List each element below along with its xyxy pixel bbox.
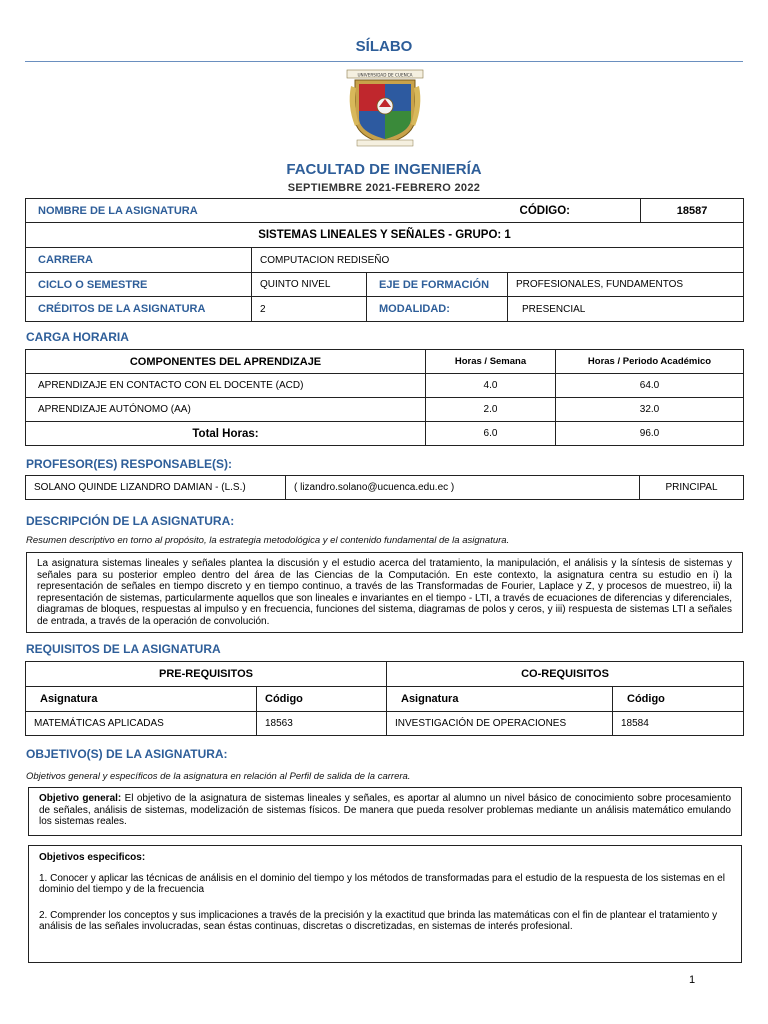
co-subject: INVESTIGACIÓN DE OPERACIONES xyxy=(387,712,613,736)
col-hours-week: Horas / Semana xyxy=(426,350,556,374)
col-hours-period: Horas / Periodo Académico xyxy=(556,350,744,374)
co-code: 18584 xyxy=(613,712,744,736)
workload-week: 4.0 xyxy=(426,374,556,398)
general-objective-text: El objetivo de la asignatura de sistemas lineales y señales, es aportar al alumno un nivel básico de conocimiento sobre procesamiento de señales, análisis de sistemas, modelización de sistemas físicos. De manera que pueda resolver problemas mediante un análisis matemático emulando los sistemas reales. xyxy=(39,793,732,828)
specific-objectives-label: Objetivos especificos: xyxy=(39,852,146,863)
table-row xyxy=(26,712,744,736)
course-name: SISTEMAS LINEALES Y SEÑALES - GRUPO: 1 xyxy=(26,223,744,248)
specific-objectives-box xyxy=(28,845,742,963)
workload-component: APRENDIZAJE AUTÓNOMO (AA) xyxy=(26,398,426,422)
credits-label: CRÉDITOS DE LA ASIGNATURA xyxy=(26,297,252,322)
credits-value: 2 xyxy=(252,297,367,322)
workload-period: 64.0 xyxy=(556,374,744,398)
co-col-code: Código xyxy=(613,687,744,712)
workload-period: 32.0 xyxy=(556,398,744,422)
professor-email: ( lizandro.solano@ucuenca.edu.ec ) xyxy=(286,476,640,500)
requirements-table xyxy=(25,661,744,736)
description-heading: DESCRIPCIÓN DE LA ASIGNATURA: xyxy=(26,514,235,528)
title-divider xyxy=(25,61,743,62)
description-text: La asignatura sistemas lineales y señales plantea la discusión y el estudio acerca del tratamiento, la manipulación, el análisis y la síntesis de sistemas y señales para su posterior empleo dentro del área de las Ciencias de la Computación. En este contexto, la asignatura centra su estudio en i) la representación de señales en tiempo discreto y en tiempo continuo, a través de las Transformadas de Fourier, Laplace y Z, y procesos de muestreo, ii) la representación de sistemas, particularmente aquellos que son lineales e invariantes en el tiempo - LTI, a través de ecuaciones de diferencias y diferenciales, diagramas de bloques, respuestas al impulso y en frecuencia, funciones del sistema, diagramas de polos y ceros, y iii) respuesta de sistemas LTI a señales de entrada, a través de la operación de convolución. xyxy=(37,558,732,627)
objectives-heading: OBJETIVO(S) DE LA ASIGNATURA: xyxy=(26,747,228,761)
workload-table xyxy=(25,349,744,446)
career-value: COMPUTACION REDISEÑO xyxy=(252,248,744,273)
table-row xyxy=(26,398,744,422)
professor-role: PRINCIPAL xyxy=(640,476,744,500)
course-name-label: NOMBRE DE LA ASIGNATURA xyxy=(26,199,508,223)
document-title: SÍLABO xyxy=(355,38,413,55)
course-code: 18587 xyxy=(641,199,744,223)
pre-col-subject: Asignatura xyxy=(26,687,257,712)
professors-heading: PROFESOR(ES) RESPONSABLE(S): xyxy=(26,457,233,471)
list-item: 1. Conocer y aplicar las técnicas de análisis en el dominio del tiempo y los métodos de transformadas para el estudio de la respuesta de los sistemas en el dominio del tiempo y de la frecuencia xyxy=(39,872,725,896)
list-item: 2. Comprender los conceptos y sus implicaciones a través de la precisión y la exactitud que brinda las matemáticas con el fin de plantear el tratamiento y análisis de las señales involucradas, sean éstas continuas, discretas o discretizadas, en sistemas de interés profesional. xyxy=(39,909,718,933)
total-label: Total Horas: xyxy=(26,422,426,446)
course-info-table xyxy=(25,198,744,322)
description-box xyxy=(26,552,743,633)
total-week: 6.0 xyxy=(426,422,556,446)
requirements-heading: REQUISITOS DE LA ASIGNATURA xyxy=(26,642,221,656)
faculty-name: FACULTAD DE INGENIERÍA xyxy=(286,161,482,178)
cycle-value: QUINTO NIVEL xyxy=(252,273,367,297)
col-component: COMPONENTES DEL APRENDIZAJE xyxy=(26,350,426,374)
objectives-note: Objetivos general y específicos de la asignatura en relación al Perfil de salida de la carrera. xyxy=(26,771,411,782)
pre-col-code: Código xyxy=(257,687,387,712)
workload-heading: CARGA HORARIA xyxy=(26,330,129,344)
professor-name: SOLANO QUINDE LIZANDRO DAMIAN - (L.S.) xyxy=(26,476,286,500)
cycle-label: CICLO O SEMESTRE xyxy=(26,273,252,297)
pre-subject: MATEMÁTICAS APLICADAS xyxy=(26,712,257,736)
course-code-label: CÓDIGO: xyxy=(508,199,641,223)
university-crest-logo xyxy=(345,66,425,148)
pre-code: 18563 xyxy=(257,712,387,736)
academic-period: SEPTIEMBRE 2021-FEBRERO 2022 xyxy=(287,182,481,194)
total-period: 96.0 xyxy=(556,422,744,446)
career-label: CARRERA xyxy=(26,248,252,273)
corequisites-label: CO-REQUISITOS xyxy=(387,662,744,687)
prerequisites-label: PRE-REQUISITOS xyxy=(26,662,387,687)
modality-label: MODALIDAD: xyxy=(367,297,508,322)
general-objective-box xyxy=(28,787,742,836)
axis-value: PROFESIONALES, FUNDAMENTOS xyxy=(508,273,744,297)
general-objective-label: Objetivo general: xyxy=(39,793,122,804)
description-note: Resumen descriptivo en torno al propósito, la estrategia metodológica y el contenido fundamental de la asignatura. xyxy=(26,535,510,546)
professors-table xyxy=(25,475,744,500)
table-row xyxy=(26,374,744,398)
page-number: 1 xyxy=(689,974,696,986)
workload-component: APRENDIZAJE EN CONTACTO CON EL DOCENTE (ACD) xyxy=(26,374,426,398)
axis-label: EJE DE FORMACIÓN xyxy=(367,273,508,297)
co-col-subject: Asignatura xyxy=(387,687,613,712)
svg-text:UNIVERSIDAD DE CUENCA: UNIVERSIDAD DE CUENCA xyxy=(357,72,413,78)
modality-value: PRESENCIAL xyxy=(508,297,744,322)
workload-week: 2.0 xyxy=(426,398,556,422)
